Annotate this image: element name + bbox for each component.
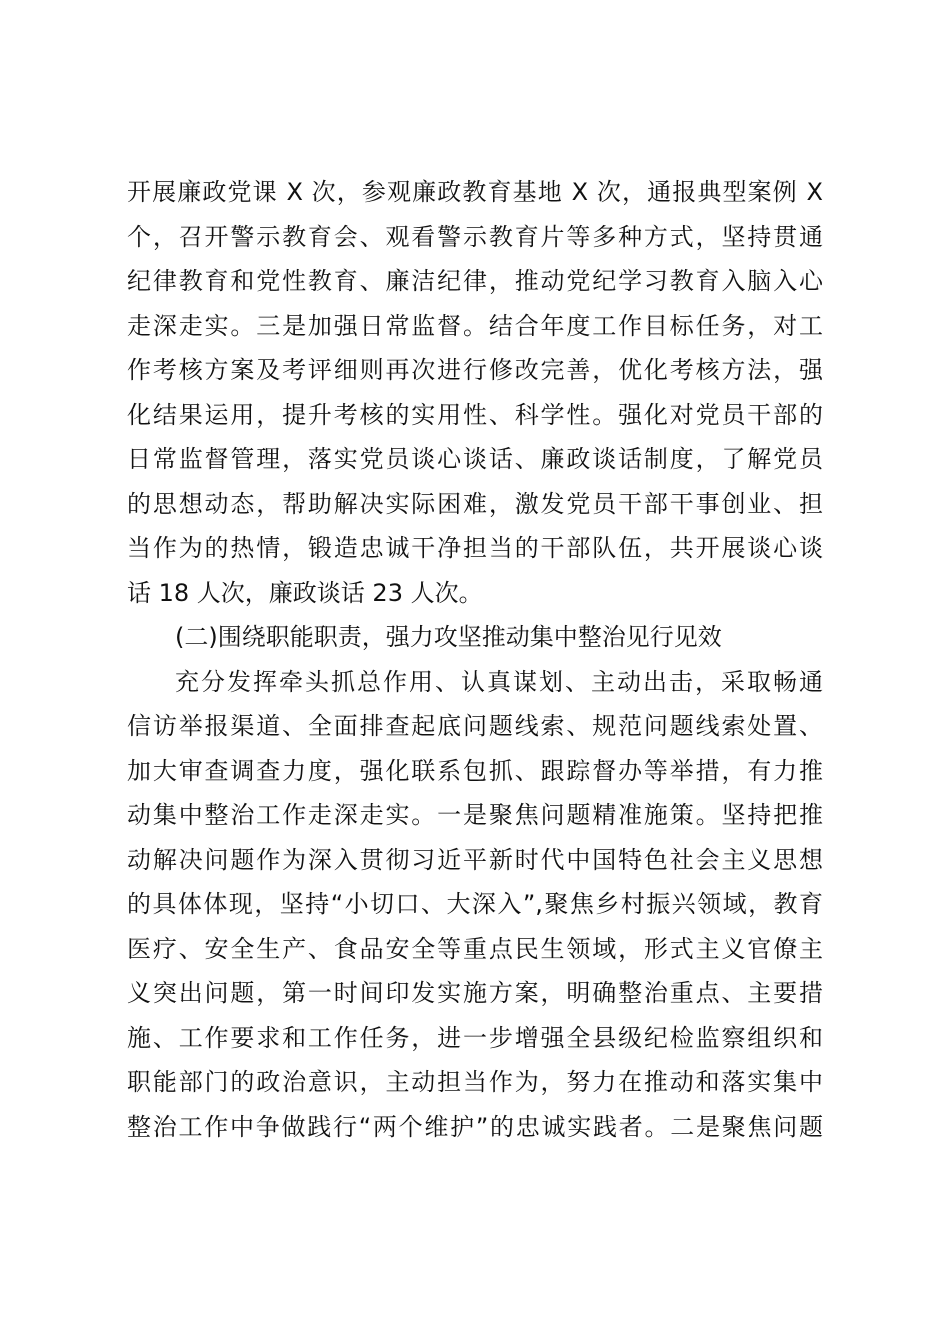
text-line: 作考核方案及考评细则再次进行修改完善，优化考核方法，强: [127, 356, 823, 384]
text-line: 纪律教育和党性教育、廉洁纪律，推动党纪学习教育入脑入心: [127, 267, 823, 295]
text-line: 开展廉政党课 X 次，参观廉政教育基地 X 次，通报典型案例 X: [127, 178, 823, 206]
text-line: 医疗、安全生产、食品安全等重点民生领域，形式主义官僚主: [127, 934, 823, 963]
paragraph-first-line: 充分发挥牵头抓总作用、认真谋划、主动出击，采取畅通: [175, 667, 823, 696]
text-line: 走深走实。三是加强日常监督。结合年度工作目标任务，对工: [127, 311, 823, 340]
paragraph-end-line: 话 18 人次，廉政谈话 23 人次。: [127, 578, 483, 607]
text-line: 化结果运用，提升考核的实用性、科学性。强化对党员干部的: [127, 400, 823, 429]
text-line: 加大审查调查力度，强化联系包抓、跟踪督办等举措，有力推: [127, 756, 823, 785]
text-line: 动解决问题作为深入贯彻习近平新时代中国特色社会主义思想: [127, 845, 823, 874]
text-line: 日常监督管理，落实党员谈心谈话、廉政谈话制度，了解党员: [127, 445, 823, 473]
text-line: 的具体体现，坚持“小切口、大深入”,聚焦乡村振兴领域，教育: [127, 890, 823, 918]
text-line: 整治工作中争做践行“两个维护”的忠诚实践者。二是聚焦问题: [127, 1112, 823, 1141]
text-line: 义突出问题，第一时间印发实施方案，明确整治重点、主要措: [127, 979, 823, 1007]
text-line: 的思想动态，帮助解决实际困难，激发党员干部干事创业、担: [127, 489, 823, 518]
text-line: 信访举报渠道、全面排查起底问题线索、规范问题线索处置、: [127, 712, 823, 740]
text-line: 施、工作要求和工作任务，进一步增强全县级纪检监察组织和: [127, 1023, 823, 1052]
section-heading: (二)围绕职能职责，强力攻坚推动集中整治见行见效: [175, 623, 722, 651]
text-line: 当作为的热情，锻造忠诚干净担当的干部队伍，共开展谈心谈: [127, 534, 823, 562]
text-line: 个，召开警示教育会、观看警示教育片等多种方式，坚持贯通: [127, 222, 823, 251]
text-line: 动集中整治工作走深走实。一是聚焦问题精准施策。坚持把推: [127, 801, 823, 829]
document-body: [127, 170, 823, 1149]
text-line: 职能部门的政治意识，主动担当作为，努力在推动和落实集中: [127, 1068, 823, 1096]
